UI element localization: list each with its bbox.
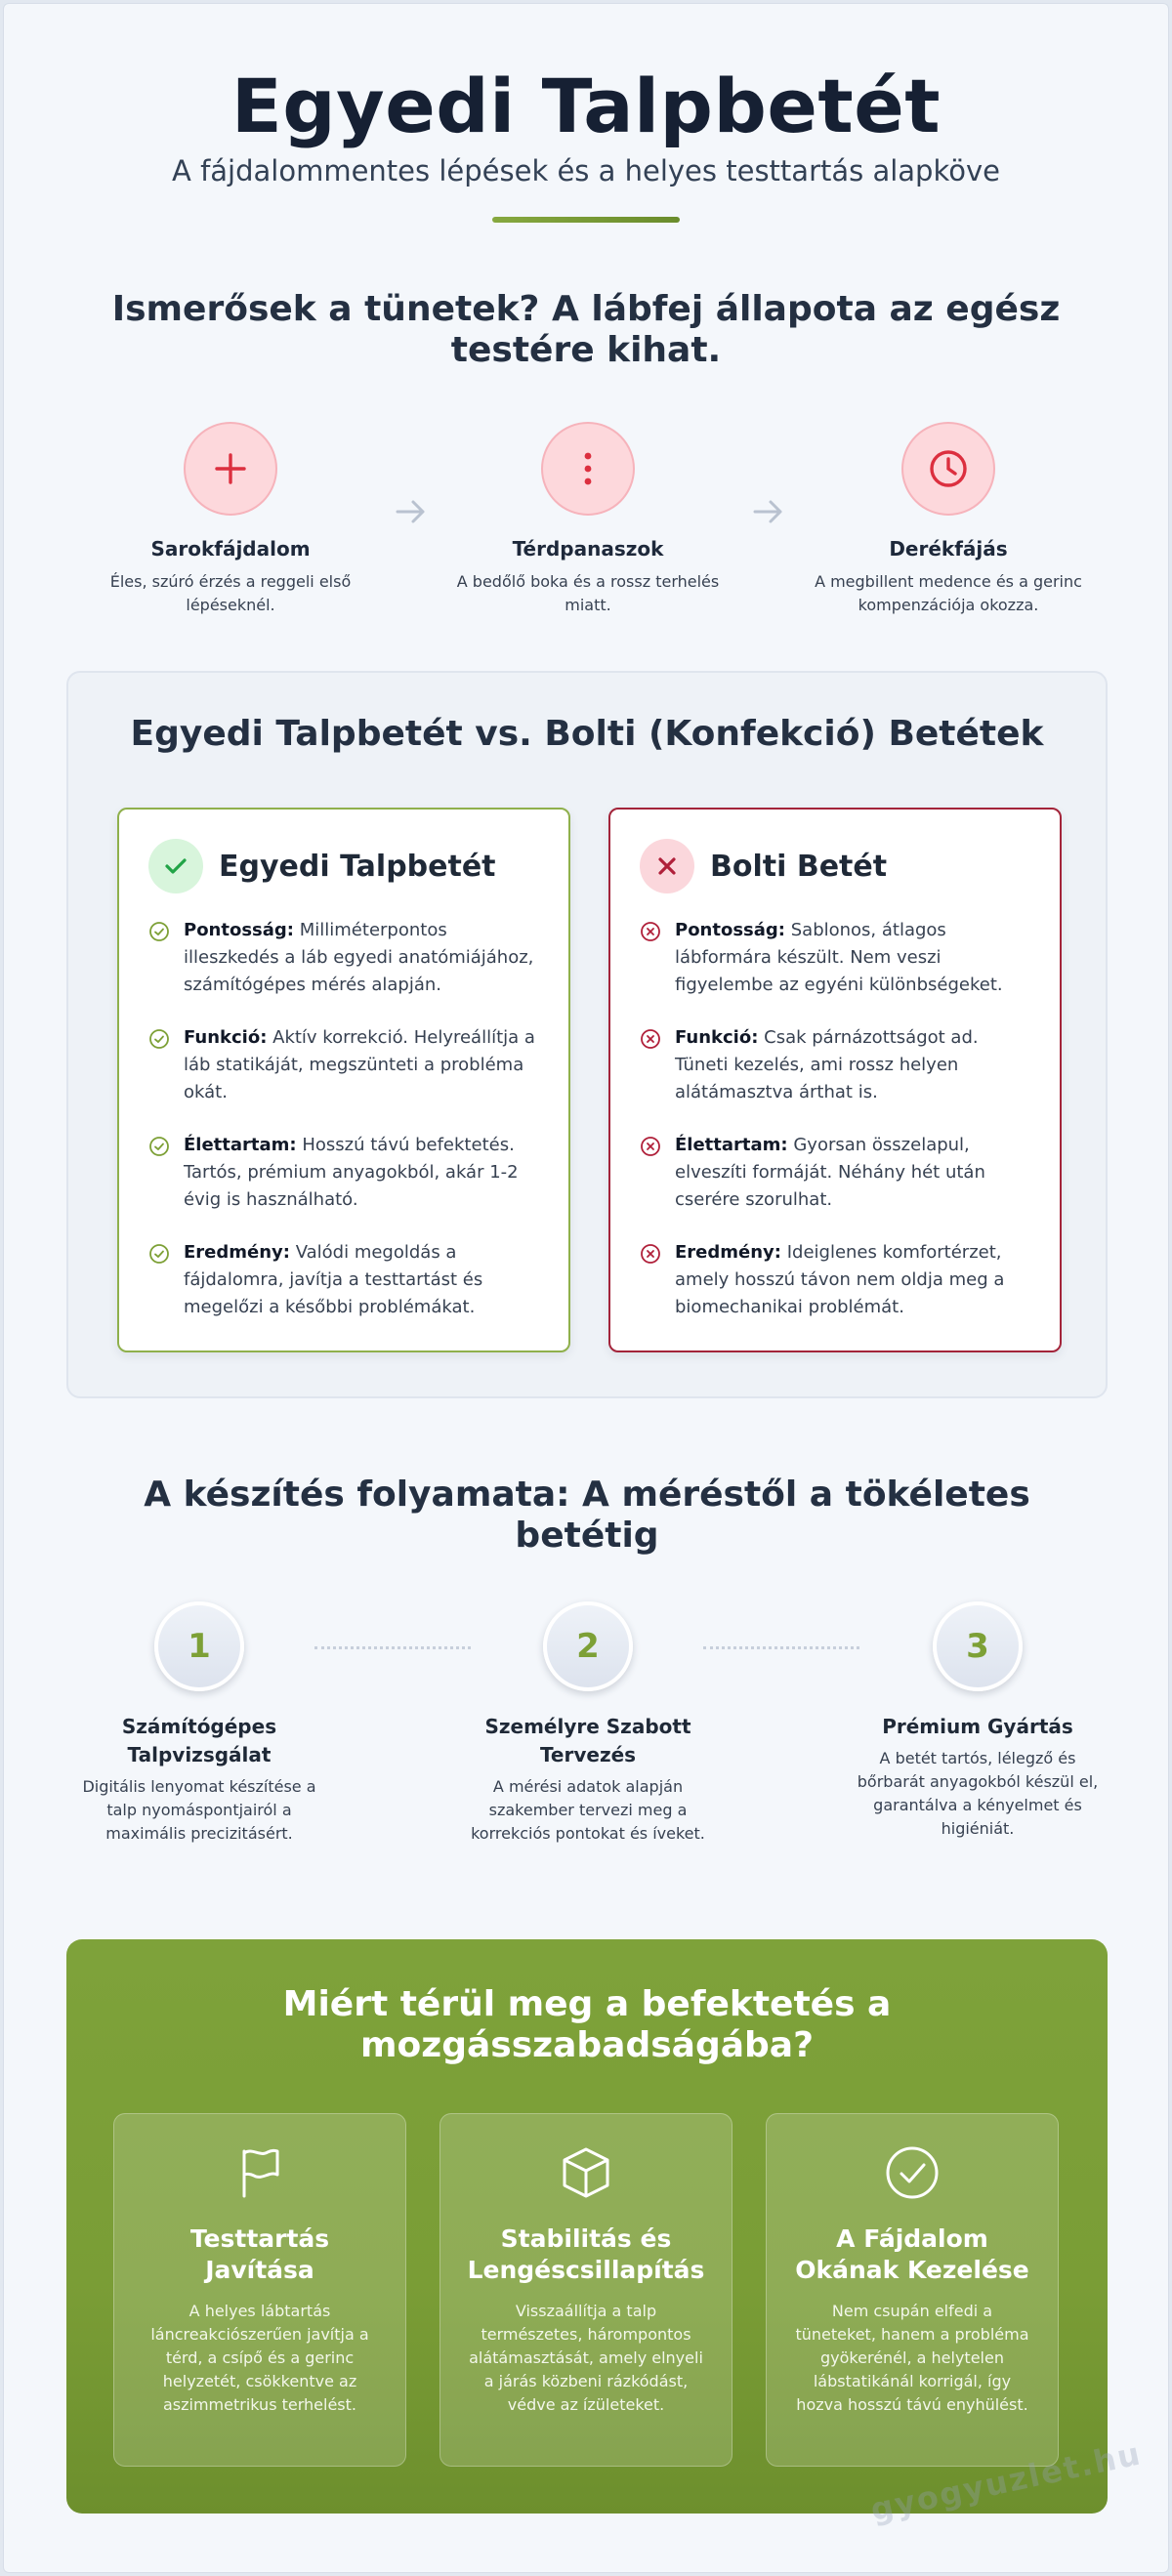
step-desc: Digitális lenyomat készítése a talp nyomáspontjairól a maximális precizitásért. xyxy=(82,1777,316,1843)
symptom-desc: A bedőlő boka és a rossz terhelés miatt. xyxy=(456,572,720,614)
benefit-title: A Fájdalom Okának Kezelése xyxy=(795,2224,1029,2284)
step-number: 2 xyxy=(543,1601,633,1691)
clock-icon xyxy=(927,447,970,490)
custom-features-list xyxy=(148,917,539,1321)
custom-insole-card xyxy=(117,808,570,1352)
check-icon xyxy=(161,852,190,881)
symptom-icon-circle xyxy=(901,422,995,516)
x-circle-icon xyxy=(640,1028,661,1050)
step-connector xyxy=(703,1646,859,1649)
page-header xyxy=(4,4,1168,223)
list-item xyxy=(148,1132,539,1214)
page xyxy=(3,3,1169,2573)
process-step-3 xyxy=(856,1601,1100,1841)
box-icon xyxy=(557,2143,615,2202)
x-circle-icon xyxy=(640,1136,661,1157)
feature-label: Eredmény: xyxy=(184,1242,290,1263)
benefit-card-posture xyxy=(113,2113,406,2467)
benefit-desc: Visszaállítja a talp természetes, hárompontos alátámasztását, amely elnyeli a járás közbeni rázkódást, védve az ízületeket. xyxy=(469,2302,703,2414)
symptoms-row xyxy=(4,422,1168,637)
flag-icon xyxy=(230,2143,289,2202)
check-circle-icon xyxy=(148,1136,170,1157)
feature-text: Gyorsan összelapul, elveszíti formáját. Néhány hét után cserére szorulhat. xyxy=(675,1135,985,1210)
benefit-desc: A helyes lábtartás láncreakciószerűen javítja a térd, a csípő és a gerinc helyzetét, csökkentve az aszimmetrikus terhelést. xyxy=(150,2302,369,2414)
benefit-title: Testtartás Javítása xyxy=(189,2224,330,2284)
feature-text: Ideiglenes komfortérzet, amely hosszú távon nem oldja meg a biomechanikai problémát. xyxy=(675,1242,1005,1317)
step-title: Számítógépes Talpvizsgálat xyxy=(121,1715,277,1766)
plus-icon xyxy=(211,449,250,488)
feature-text: Hosszú távú befektetés. Tartós, prémium anyagokból, akár 1-2 évig is használható. xyxy=(184,1135,519,1210)
benefit-desc: Nem csupán elfedi a tüneteket, hanem a probléma gyökerénél, a helytelen lábstatikánál korrigál, így hozva hosszú távú enyhülést. xyxy=(795,2302,1029,2414)
step-desc: A betét tartós, lélegző és bőrbarát anyagokból készül el, garantálva a kényelmet és higiéniát. xyxy=(857,1749,1099,1838)
symptom-title: Térdpanaszok xyxy=(512,537,664,561)
list-item xyxy=(640,1024,1030,1106)
check-circle-icon xyxy=(148,1243,170,1265)
list-item xyxy=(640,1239,1030,1321)
benefits-heading: Miért térül meg a befektetés a mozgásszabadságába? xyxy=(282,1984,892,2065)
symptom-title: Sarokfájdalom xyxy=(150,537,311,561)
symptom-back-pain xyxy=(807,422,1090,617)
process-heading: A készítés folyamata: A méréstől a tökéletes betétig xyxy=(144,1475,1030,1556)
list-item xyxy=(640,1132,1030,1214)
process-step-2 xyxy=(466,1601,710,1846)
store-insole-card xyxy=(608,808,1062,1352)
symptom-icon-circle xyxy=(541,422,635,516)
card-header xyxy=(148,837,539,895)
card-title: Bolti Betét xyxy=(710,849,888,884)
process-steps xyxy=(4,1601,1169,1865)
check-circle-icon xyxy=(148,1028,170,1050)
arrow-right-icon xyxy=(392,492,431,531)
title-divider xyxy=(492,217,680,223)
list-item xyxy=(148,1024,539,1106)
x-circle-icon xyxy=(640,921,661,942)
feature-text: Milliméterpontos illeszkedés a láb egyedi anatómiájához, számítógépes mérés alapján. xyxy=(184,920,534,995)
feature-text: Sablonos, átlagos lábformára készült. Nem veszi figyelembe az egyéni különbségeket. xyxy=(675,920,1003,995)
cross-badge xyxy=(640,839,694,893)
page-title: Egyedi Talpbetét xyxy=(230,62,942,149)
symptom-desc: Éles, szúró érzés a reggeli első lépéseknél. xyxy=(109,572,352,614)
comparison-heading: Egyedi Talpbetét vs. Bolti (Konfekció) Betétek xyxy=(130,714,1044,754)
feature-label: Funkció: xyxy=(675,1027,759,1048)
symptom-knee xyxy=(446,422,730,617)
list-item xyxy=(148,917,539,999)
symptom-desc: A megbillent medence és a gerinc kompenzációja okozza. xyxy=(815,572,1082,614)
list-item xyxy=(640,917,1030,999)
store-features-list xyxy=(640,917,1030,1321)
symptom-icon-circle xyxy=(184,422,277,516)
step-title: Prémium Gyártás xyxy=(882,1715,1073,1738)
dots-vertical-icon xyxy=(568,449,607,488)
benefits-section xyxy=(66,1939,1108,2514)
feature-label: Funkció: xyxy=(184,1027,268,1048)
process-step-1 xyxy=(77,1601,321,1846)
feature-label: Eredmény: xyxy=(675,1242,781,1263)
watermark: gyogyuzlet.hu xyxy=(867,2434,1146,2529)
benefit-card-stability xyxy=(440,2113,732,2467)
step-number: 1 xyxy=(154,1601,244,1691)
comparison-section xyxy=(66,671,1108,1398)
feature-label: Élettartam: xyxy=(184,1135,297,1155)
list-item xyxy=(148,1239,539,1321)
benefit-title: Stabilitás és Lengéscsillapítás xyxy=(467,2224,705,2284)
step-number: 3 xyxy=(933,1601,1023,1691)
arrow-right-icon xyxy=(749,492,788,531)
card-header xyxy=(640,837,1030,895)
card-title: Egyedi Talpbetét xyxy=(219,849,496,884)
feature-label: Élettartam: xyxy=(675,1135,788,1155)
benefit-card-root-cause xyxy=(766,2113,1059,2467)
step-connector xyxy=(314,1646,471,1649)
step-title: Személyre Szabott Tervezés xyxy=(484,1715,691,1766)
symptom-heel-pain xyxy=(89,422,372,617)
feature-text: Csak párnázottságot ad. Tüneti kezelés, ami rossz helyen alátámasztva árthat is. xyxy=(675,1027,979,1102)
feature-label: Pontosság: xyxy=(184,920,295,940)
step-desc: A mérési adatok alapján szakember tervezi meg a korrekciós pontokat és íveket. xyxy=(471,1777,705,1843)
feature-label: Pontosság: xyxy=(675,920,786,940)
feature-text: Valódi megoldás a fájdalomra, javítja a testtartást és megelőzi a későbbi problémákat. xyxy=(184,1242,483,1317)
symptom-title: Derékfájás xyxy=(889,537,1008,561)
feature-text: Aktív korrekció. Helyreállítja a láb statikáját, megszünteti a probléma okát. xyxy=(184,1027,535,1102)
page-subtitle: A fájdalommentes lépések és a helyes testtartás alapköve xyxy=(172,154,1000,187)
check-badge xyxy=(148,839,203,893)
symptoms-heading: Ismerősek a tünetek? A lábfej állapota az egész testére kihat. xyxy=(111,289,1061,370)
x-circle-icon xyxy=(640,1243,661,1265)
close-icon xyxy=(653,852,681,880)
check-circle-icon xyxy=(148,921,170,942)
check-circle-icon xyxy=(883,2143,942,2202)
